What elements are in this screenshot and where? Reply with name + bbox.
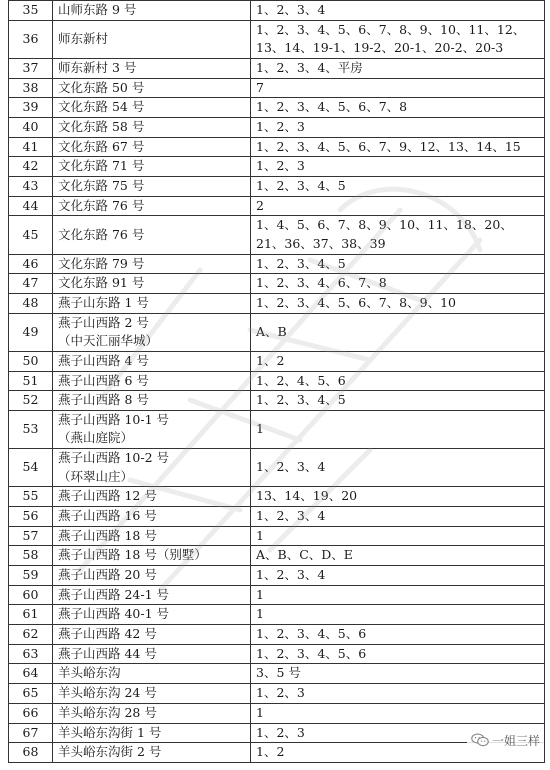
address-cell: 燕子山西路 20 号 xyxy=(53,566,251,586)
row-number: 38 xyxy=(9,78,53,98)
table-row xyxy=(9,644,545,664)
building-numbers-cell: 1、2、3、4、5、6、7、8、9、10、11、12、 13、14、19-1、19-2、20-1、20-2、20-3 xyxy=(251,20,545,58)
table-row xyxy=(9,585,545,605)
table-row xyxy=(9,78,545,98)
address-cell: 文化东路 75 号 xyxy=(53,177,251,197)
row-number: 36 xyxy=(9,20,53,58)
building-numbers-cell: 1、2 xyxy=(251,351,545,371)
table-row xyxy=(9,371,545,391)
row-number: 66 xyxy=(9,703,53,723)
building-numbers-cell: 1、2、3、4、5、6 xyxy=(251,644,545,664)
address-cell: 燕子山西路 18 号（别墅） xyxy=(53,546,251,566)
building-numbers-cell: 1、2、3 xyxy=(251,684,545,704)
address-cell: 燕子山西路 12 号 xyxy=(53,487,251,507)
table-row xyxy=(9,703,545,723)
row-number: 49 xyxy=(9,313,53,351)
table-row xyxy=(9,137,545,157)
row-number: 60 xyxy=(9,585,53,605)
building-numbers-cell: 1、2、3、4、平房 xyxy=(251,58,545,78)
building-numbers-cell: 1、2、3、4、5、6、7、9、12、13、14、15 xyxy=(251,137,545,157)
wechat-source-tag xyxy=(467,730,544,750)
table-row xyxy=(9,391,545,411)
row-number: 41 xyxy=(9,137,53,157)
address-cell: 文化东路 79 号 xyxy=(53,254,251,274)
address-table-body xyxy=(9,1,545,763)
address-cell: 文化东路 91 号 xyxy=(53,274,251,294)
table-row xyxy=(9,664,545,684)
address-cell: 燕子山西路 44 号 xyxy=(53,644,251,664)
row-number: 61 xyxy=(9,605,53,625)
building-numbers-cell: 1、2、3、4、5、6 xyxy=(251,625,545,645)
table-row xyxy=(9,293,545,313)
row-number: 54 xyxy=(9,449,53,487)
address-table xyxy=(8,0,545,763)
row-number: 51 xyxy=(9,371,53,391)
address-cell: 文化东路 58 号 xyxy=(53,117,251,137)
building-numbers-cell: 7 xyxy=(251,78,545,98)
table-row xyxy=(9,743,545,763)
row-number: 42 xyxy=(9,157,53,177)
table-row xyxy=(9,98,545,118)
wechat-icon xyxy=(471,733,489,747)
address-cell: 师东新村 3 号 xyxy=(53,58,251,78)
row-number: 55 xyxy=(9,487,53,507)
table-row xyxy=(9,58,545,78)
address-cell: 燕子山西路 8 号 xyxy=(53,391,251,411)
address-cell: 羊头峪东沟街 1 号 xyxy=(53,723,251,743)
table-row xyxy=(9,157,545,177)
row-number: 58 xyxy=(9,546,53,566)
row-number: 39 xyxy=(9,98,53,118)
address-cell: 燕子山东路 1 号 xyxy=(53,293,251,313)
building-numbers-cell: 3、5 号 xyxy=(251,664,545,684)
table-row xyxy=(9,625,545,645)
row-number: 47 xyxy=(9,274,53,294)
building-numbers-cell: 1、2、3、4 xyxy=(251,506,545,526)
row-number: 45 xyxy=(9,216,53,254)
address-cell: 燕子山西路 16 号 xyxy=(53,506,251,526)
address-cell: 山师东路 9 号 xyxy=(53,1,251,21)
building-numbers-cell: 1、2、3、4、5、6、7、8 xyxy=(251,98,545,118)
row-number: 57 xyxy=(9,526,53,546)
row-number: 40 xyxy=(9,117,53,137)
address-cell: 文化东路 67 号 xyxy=(53,137,251,157)
address-cell: 燕子山西路 42 号 xyxy=(53,625,251,645)
table-row xyxy=(9,684,545,704)
table-row xyxy=(9,177,545,197)
address-cell: 羊头峪东沟街 2 号 xyxy=(53,743,251,763)
building-numbers-cell: 1、2、4、5、6 xyxy=(251,371,545,391)
address-cell: 文化东路 50 号 xyxy=(53,78,251,98)
row-number: 43 xyxy=(9,177,53,197)
address-cell: 文化东路 76 号 xyxy=(53,196,251,216)
building-numbers-cell: 1、2、3、4、5 xyxy=(251,391,545,411)
row-number: 50 xyxy=(9,351,53,371)
row-number: 44 xyxy=(9,196,53,216)
row-number: 52 xyxy=(9,391,53,411)
address-cell: 燕子山西路 4 号 xyxy=(53,351,251,371)
building-numbers-cell: 1、2、3、4 xyxy=(251,449,545,487)
table-row xyxy=(9,117,545,137)
table-row xyxy=(9,723,545,743)
table-row xyxy=(9,487,545,507)
table-row xyxy=(9,20,545,58)
row-number: 48 xyxy=(9,293,53,313)
table-row xyxy=(9,1,545,21)
table-row xyxy=(9,410,545,448)
table-row xyxy=(9,313,545,351)
building-numbers-cell: 1、2、3、4 xyxy=(251,566,545,586)
table-row xyxy=(9,216,545,254)
building-numbers-cell: 1 xyxy=(251,526,545,546)
address-cell: 师东新村 xyxy=(53,20,251,58)
building-numbers-cell: 2 xyxy=(251,196,545,216)
row-number: 67 xyxy=(9,723,53,743)
row-number: 62 xyxy=(9,625,53,645)
wechat-account-name: 一姐三样 xyxy=(491,733,540,748)
row-number: 37 xyxy=(9,58,53,78)
address-cell: 燕子山西路 2 号 （中天汇丽华城） xyxy=(53,313,251,351)
building-numbers-cell: 1 xyxy=(251,703,545,723)
building-numbers-cell: 1、2、3、4 xyxy=(251,1,545,21)
address-cell: 文化东路 54 号 xyxy=(53,98,251,118)
building-numbers-cell: 1、2、3、4、5 xyxy=(251,177,545,197)
row-number: 35 xyxy=(9,1,53,21)
row-number: 53 xyxy=(9,410,53,448)
document-sheet xyxy=(8,0,544,763)
table-row xyxy=(9,566,545,586)
building-numbers-cell: 1 xyxy=(251,605,545,625)
table-row xyxy=(9,605,545,625)
table-row xyxy=(9,449,545,487)
building-numbers-cell: 13、14、19、20 xyxy=(251,487,545,507)
address-cell: 燕子山西路 18 号 xyxy=(53,526,251,546)
building-numbers-cell: 1、2、3 xyxy=(251,723,545,743)
building-numbers-cell: 1、2、3、4、5 xyxy=(251,254,545,274)
address-cell: 燕子山西路 10-1 号 （燕山庭院） xyxy=(53,410,251,448)
address-cell: 文化东路 76 号 xyxy=(53,216,251,254)
address-cell: 羊头峪东沟 28 号 xyxy=(53,703,251,723)
row-number: 59 xyxy=(9,566,53,586)
address-cell: 燕子山西路 24-1 号 xyxy=(53,585,251,605)
row-number: 68 xyxy=(9,743,53,763)
address-cell: 燕子山西路 40-1 号 xyxy=(53,605,251,625)
building-numbers-cell: 1、2、3、4、6、7、8 xyxy=(251,274,545,294)
table-row xyxy=(9,546,545,566)
row-number: 56 xyxy=(9,506,53,526)
row-number: 64 xyxy=(9,664,53,684)
building-numbers-cell: A、B xyxy=(251,313,545,351)
address-cell: 羊头峪东沟 xyxy=(53,664,251,684)
building-numbers-cell: 1 xyxy=(251,585,545,605)
building-numbers-cell: 1 xyxy=(251,410,545,448)
building-numbers-cell: 1、2、3 xyxy=(251,157,545,177)
table-row xyxy=(9,196,545,216)
address-cell: 燕子山西路 6 号 xyxy=(53,371,251,391)
row-number: 46 xyxy=(9,254,53,274)
table-row xyxy=(9,254,545,274)
table-row xyxy=(9,506,545,526)
row-number: 63 xyxy=(9,644,53,664)
address-cell: 燕子山西路 10-2 号 （环翠山庄） xyxy=(53,449,251,487)
address-cell: 文化东路 71 号 xyxy=(53,157,251,177)
building-numbers-cell: 1、2、3 xyxy=(251,117,545,137)
row-number: 65 xyxy=(9,684,53,704)
table-row xyxy=(9,274,545,294)
address-cell: 羊头峪东沟 24 号 xyxy=(53,684,251,704)
table-row xyxy=(9,351,545,371)
building-numbers-cell: 1、2、3、4、5、6、7、8、9、10 xyxy=(251,293,545,313)
table-row xyxy=(9,526,545,546)
building-numbers-cell: 1、4、5、6、7、8、9、10、11、18、20、 21、36、37、38、39 xyxy=(251,216,545,254)
building-numbers-cell: A、B、C、D、E xyxy=(251,546,545,566)
building-numbers-cell: 1、2 xyxy=(251,743,545,763)
